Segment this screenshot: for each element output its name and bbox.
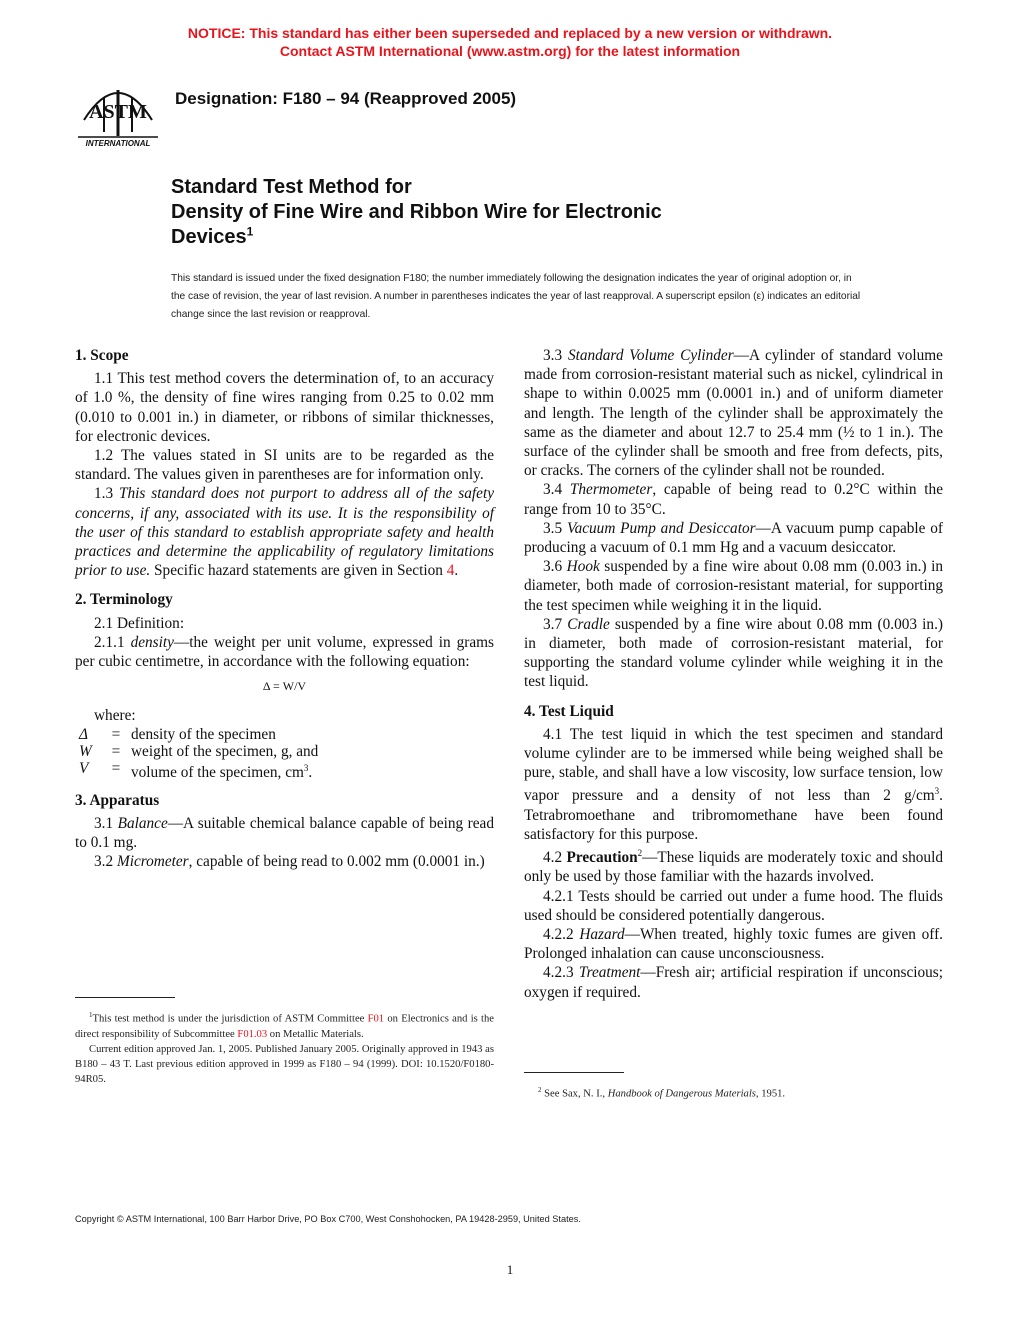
footnote-2-para (524, 1083, 943, 1102)
p3-7-term: Cradle (567, 615, 610, 633)
p3-2-term: Micrometer (116, 853, 189, 871)
p4-2-3-term: Treatment (578, 964, 641, 982)
def-superscript: 3 (303, 762, 309, 773)
paragraph-2-1: 2.1 Definition: (94, 614, 185, 632)
def-description-text: volume of the specimen, cm (131, 763, 304, 781)
density-equation: Δ = W/V (262, 679, 307, 694)
footnote-rule-left (75, 997, 175, 998)
p4-1-sup: 3 (934, 786, 940, 797)
section-heading-scope: 1. Scope (75, 347, 129, 364)
footnote-1 (75, 1008, 494, 1088)
p3-1-text: —A suitable chemical balance capable of being read to 0.1 mg. (75, 814, 494, 852)
paragraph-3-3 (524, 346, 943, 480)
p4-2-3-text: —Fresh air; artificial respiration if unconscious; oxygen if required. (524, 964, 944, 1001)
logo-text: ASTM (89, 101, 147, 123)
p1-3-end: . (454, 562, 459, 580)
p1-3-italic: This standard does not purport to address all of the safety concerns, if any, associated with its use. It is the responsibility of the user of this standard to establish appropriate safety and health practices and determine the applicability of regulatory limitations prior to use. (75, 485, 494, 580)
section-heading-terminology: 2. Terminology (75, 591, 173, 609)
where-label: where: (94, 707, 136, 725)
p3-2-num: 3.2 (94, 853, 117, 871)
notice-line-2: Contact ASTM International (www.astm.org) for the latest information (279, 43, 741, 59)
def-end: . (308, 763, 313, 781)
p2-1-1-term: density (130, 633, 174, 651)
def-symbol: V (79, 759, 89, 777)
paragraph-3-7 (524, 615, 943, 692)
p3-1-num: 3.1 (94, 814, 118, 832)
paragraph-3-5 (524, 519, 943, 557)
astm-logo-mark (74, 80, 162, 150)
designation: Designation: F180 – 94 (Reapproved 2005) (175, 89, 517, 108)
p3-6-term: Hook (566, 558, 600, 576)
fn2-b: , 1951. (755, 1088, 786, 1100)
def-description: density of the specimen (131, 725, 276, 743)
p1-3-tail: Specific hazard statements are given in Section (150, 562, 447, 580)
footnote-1-para-2: Current edition approved Jan. 1, 2005. Published January 2005. Originally approved in 1943 as B180 – 43 T. Last previous edition approved in 1999 as F180 – 94 (1999). DOI: 10.1520/F0180-94R05. (75, 1043, 494, 1086)
copyright-line: Copyright © ASTM International, 100 Barr Harbor Drive, PO Box C700, West Conshohocken, PA 19428-2959, United States. (75, 1214, 581, 1224)
section-heading-test-liquid: 4. Test Liquid (524, 702, 614, 720)
p2-1-1-text: —the weight per unit volume, expressed in grams per cubic centimetre, in accordance with the following equation: (75, 633, 494, 671)
footnote-2-mark: 2 (538, 1086, 542, 1094)
astm-logo (74, 80, 162, 150)
def-symbol: W (79, 742, 92, 760)
def-equals: = (111, 759, 121, 777)
def-symbol: Δ (79, 725, 88, 743)
p3-5-term: Vacuum Pump and Desiccator (566, 519, 756, 537)
fn1-b: on Electronics and is the direct responsibility of Subcommittee (75, 1013, 494, 1040)
p3-2-text: , capable of being read to 0.002 mm (0.0001 in.) (188, 853, 485, 871)
def-equals: = (111, 725, 121, 743)
p4-2-3-num: 4.2.3 (543, 964, 579, 982)
fn2-italic: Handbook of Dangerous Materials (607, 1088, 756, 1100)
p2-1-1-num: 2.1.1 (94, 633, 131, 651)
p3-4-num: 3.4 (543, 481, 570, 499)
title-line-2: Density of Fine Wire and Ribbon Wire for Electronic (171, 201, 662, 223)
p4-1-b: . Tetrabromoethane and tribromomethane have been found satisfactory for this purpose. (524, 787, 943, 843)
p4-2-term: Precaution (566, 849, 638, 867)
def-description (131, 760, 318, 781)
p4-1-a: 4.1 The test liquid in which the test specimen and standard volume cylinder are to be immersed while being weighed shall be pure, stable, and shall have a low viscosity, low surface tension, low vapor pressure and a density of not less than 2 g/cm (524, 725, 943, 805)
p3-5-num: 3.5 (543, 519, 567, 537)
p4-2-2-num: 4.2.2 (543, 926, 580, 944)
p3-3-num: 3.3 (543, 347, 568, 364)
paragraph-4-2 (524, 844, 943, 887)
footnote-2-ref[interactable]: 2 (637, 848, 643, 859)
p3-5-text: —A vacuum pump capable of producing a vacuum of 0.1 mm Hg and a vacuum desiccator. (524, 519, 943, 557)
paragraph-3-1 (75, 814, 494, 852)
def-description: weight of the specimen, g, and (131, 742, 319, 760)
title-line-3 (171, 225, 811, 250)
p3-4-text: , capable of being read to 0.2°C within the range from 10 to 35°C. (524, 481, 943, 518)
equation-definitions (79, 726, 318, 781)
p3-6-text: suspended by a fine wire about 0.08 mm (0.003 in.) in diameter, both made of corrosion-resistant material, for supporting the test specimen while weighing it in the liquid. (524, 558, 943, 614)
title-footnote-mark: 1 (246, 224, 254, 239)
notice-line-1: NOTICE: This standard has either been superseded and replaced by a new version or withdrawn. (187, 25, 833, 41)
p3-4-term: Thermometer (569, 481, 653, 499)
paragraph-1-2: 1.2 The values stated in SI units are to be regarded as the standard. The values given in parentheses are for information only. (75, 447, 494, 484)
footnote-2 (524, 1083, 943, 1102)
p3-7-num: 3.7 (543, 615, 568, 633)
paragraph-3-4 (524, 480, 943, 518)
paragraph-1-1: 1.1 This test method covers the determination of, to an accuracy of 1.0 %, the density of fine wires ranging from 0.25 to 0.02 mm (0.010 to 0.001 in.) in diameter, or ribbons of similar thicknesses, for electronic devices. (75, 370, 494, 445)
p1-3-num: 1.3 (94, 485, 120, 503)
footnote-rule-right (524, 1072, 624, 1073)
p3-7-text: suspended by a fine wire about 0.08 mm (0.003 in.) in diameter, both made of corrosion-resistant material, for supporting the standard volume cylinder while weighing it in the test liquid. (524, 615, 943, 691)
p4-2-num: 4.2 (543, 849, 567, 867)
p3-1-term: Balance (117, 814, 168, 832)
p4-2-2-text: —When treated, highly toxic fumes are given off. Prolonged inhalation can cause unconsciousness. (524, 926, 943, 963)
definition-row (79, 760, 318, 781)
paragraph-3-6 (524, 557, 943, 615)
p4-2-text: —These liquids are moderately toxic and should only be used by those familiar with the hazards involved. (524, 849, 943, 886)
paragraph-4-1 (524, 725, 943, 844)
def-equals: = (111, 742, 121, 760)
section-4-link[interactable]: 4 (446, 562, 455, 580)
logo-subtext: INTERNATIONAL (85, 139, 151, 148)
p3-3-text: —A cylinder of standard volume made from corrosion-resistant material such as nickel, cylindrical in shape to within 0.0025 mm (0.0001 in.) and of uniform diameter and length. The length of the cylinder shall be approximately the same as the diameter and about 12.7 to 25.4 mm (½ to 1 in.). The surface of the cylinder shall be smooth and free from defects, pits, or cracks. The corners of the cylinder shall not be rounded. (524, 347, 943, 480)
fn1-c: on Metallic Materials. (267, 1028, 364, 1040)
right-column (524, 346, 943, 1002)
left-column (75, 346, 494, 872)
footnote-1-mark: 1 (89, 1011, 93, 1019)
footnote-1-para-1 (75, 1008, 494, 1042)
fn1-a: This test method is under the jurisdiction of ASTM Committee (92, 1013, 368, 1025)
definition-row (79, 743, 318, 760)
definition-row (79, 726, 318, 743)
subcommittee-f01-03-link[interactable]: F01.03 (237, 1028, 268, 1040)
issued-note: This standard is issued under the fixed designation F180; the number immediately following the designation indicates the year of original adoption or, in the case of revision, the year of last revision. A number in parentheses indicates the year of last reapproval. A superscript epsilon (ε) indicates an editorial change since the last revision or reapproval. (171, 273, 861, 320)
p3-6-num: 3.6 (543, 558, 567, 576)
paragraph-3-2 (75, 852, 494, 871)
committee-f01-link[interactable]: F01 (367, 1013, 385, 1025)
fn2-a: See Sax, N. I., (541, 1088, 608, 1100)
paragraph-4-2-2 (524, 925, 943, 963)
document-title (171, 175, 811, 250)
paragraph-4-2-1: 4.2.1 Tests should be carried out under a fume hood. The fluids used should be considered potentially dangerous. (524, 887, 943, 924)
section-heading-apparatus: 3. Apparatus (75, 791, 160, 809)
title-line-1: Standard Test Method for (171, 176, 412, 198)
p3-3-term: Standard Volume Cylinder (567, 347, 734, 364)
paragraph-2-1-1 (75, 633, 494, 671)
paragraph-4-2-3 (524, 963, 943, 1001)
paragraph-1-3 (75, 484, 494, 580)
page-number: 1 (506, 1262, 514, 1277)
p4-2-2-term: Hazard (579, 926, 625, 944)
title-line-3-text: Devices (171, 226, 247, 248)
withdrawn-notice (0, 24, 1020, 60)
